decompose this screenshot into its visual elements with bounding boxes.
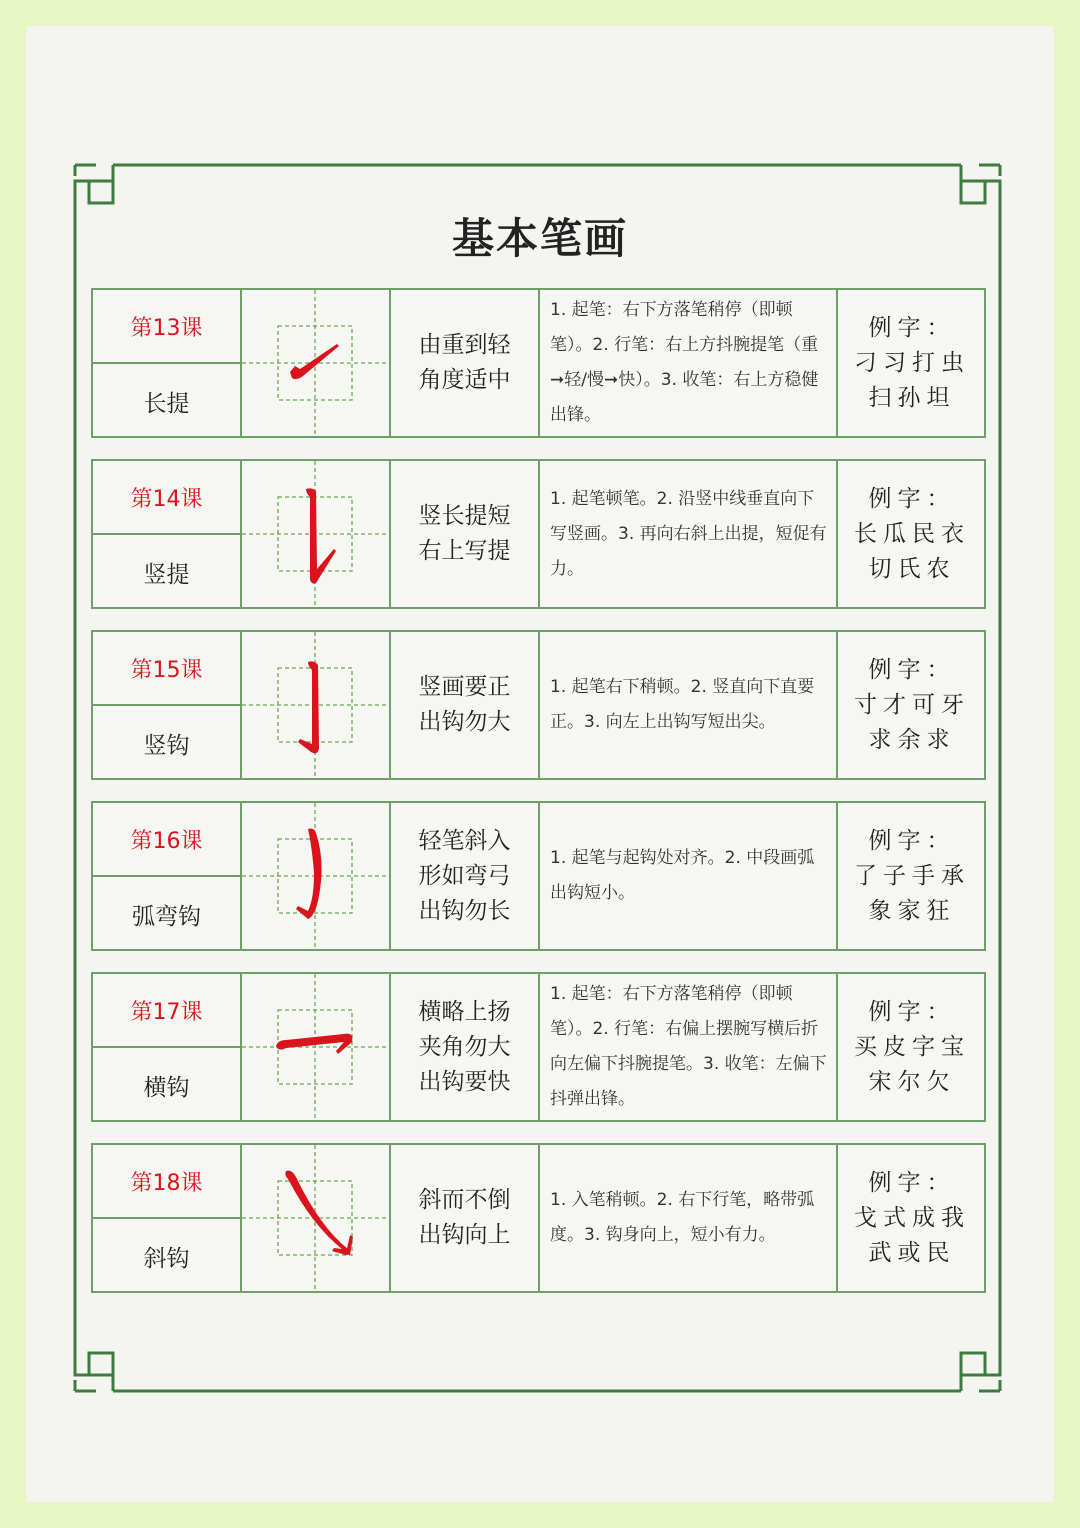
tip-cell (391, 1145, 540, 1291)
tip-line: 竖画要正 (418, 674, 511, 700)
examples-cell (838, 1145, 986, 1291)
vertical-hook-stroke-icon (242, 632, 389, 778)
lesson-number: 第15课 (93, 632, 240, 706)
example-chars: 武或民 (868, 1239, 956, 1266)
stroke-description: 1. 起笔顿笔。2. 沿竖中线垂直向下写竖画。3. 再向右斜上出提，短促有力。 (550, 488, 827, 579)
example-label: 例字： (868, 314, 956, 341)
lesson-number: 第17课 (93, 974, 240, 1048)
stroke-diagram-cell (242, 461, 391, 607)
example-label: 例字： (868, 998, 956, 1025)
stroke-diagram-cell (242, 290, 391, 436)
tip-cell (391, 632, 540, 778)
tip-line: 竖长提短 (418, 503, 511, 529)
stroke-name: 斜钩 (143, 1245, 190, 1272)
stroke-name: 竖钩 (143, 732, 190, 759)
example-chars: 刁习打虫 (854, 349, 970, 376)
curved-hook-stroke-icon (242, 803, 389, 949)
stroke-description: 1. 起笔与起钩处对齐。2. 中段画弧出钩短小。 (550, 848, 815, 903)
tip-cell (391, 974, 540, 1120)
stroke-diagram-cell (242, 1145, 391, 1291)
lesson-card (91, 801, 986, 951)
stroke-name: 横钩 (143, 1074, 190, 1101)
tip-line: 右上写提 (418, 538, 511, 564)
tip-line: 出钩勿大 (418, 709, 511, 735)
example-chars: 长瓜民衣 (854, 520, 970, 547)
tip-line: 横略上扬 (418, 998, 511, 1025)
tip-cell (391, 461, 540, 607)
lesson-header-cell (93, 1145, 242, 1291)
lesson-card (91, 1143, 986, 1293)
description-cell (540, 974, 838, 1120)
example-label: 例字： (868, 827, 956, 854)
description-cell (540, 461, 838, 607)
example-label: 例字： (868, 485, 956, 512)
lesson-number: 第13课 (93, 290, 240, 364)
examples-cell (838, 632, 986, 778)
lesson-card (91, 972, 986, 1122)
lesson-number: 第16课 (93, 803, 240, 877)
examples-cell (838, 974, 986, 1120)
example-chars: 求余求 (868, 726, 956, 753)
example-label: 例字： (868, 656, 956, 683)
tip-cell (391, 290, 540, 436)
stroke-description: 1. 起笔：右下方落笔稍停（即顿笔）。2. 行笔：右上方抖腕提笔（重➞轻/慢➞快）。3. 收笔：右上方稳健出锋。 (550, 300, 819, 425)
stroke-name: 竖提 (143, 561, 190, 588)
lesson-header-cell (93, 632, 242, 778)
lesson-card (91, 288, 986, 438)
example-chars: 宋尔欠 (868, 1068, 956, 1095)
slant-hook-stroke-icon (242, 1145, 389, 1291)
examples-cell (838, 290, 986, 436)
example-label: 例字： (868, 1169, 956, 1196)
tip-line: 由重到轻 (418, 332, 511, 358)
stroke-diagram-cell (242, 974, 391, 1120)
stroke-name: 弧弯钩 (132, 903, 201, 930)
tip-line: 出钩勿长 (418, 897, 511, 924)
description-cell (540, 290, 838, 436)
stroke-name: 长提 (143, 390, 190, 417)
lesson-number: 第14课 (93, 461, 240, 535)
tip-line: 斜而不倒 (418, 1187, 511, 1213)
examples-cell (838, 803, 986, 949)
stroke-diagram-cell (242, 803, 391, 949)
stroke-description: 1. 起笔右下稍顿。2. 竖直向下直要正。3. 向左上出钩写短出尖。 (550, 677, 815, 732)
lesson-header-cell (93, 290, 242, 436)
stroke-description: 1. 起笔：右下方落笔稍停（即顿笔）。2. 行笔：右偏上摆腕写横后折向左偏下抖腕提笔。3. 收笔：左偏下抖弹出锋。 (550, 984, 827, 1109)
description-cell (540, 1145, 838, 1291)
examples-cell (838, 461, 986, 607)
description-cell (540, 632, 838, 778)
horizontal-hook-stroke-icon (242, 974, 389, 1120)
example-chars: 寸才可牙 (854, 691, 970, 718)
example-chars: 切氏农 (868, 555, 956, 582)
lesson-card (91, 630, 986, 780)
example-chars: 扫孙坦 (868, 384, 956, 411)
stroke-diagram-cell (242, 632, 391, 778)
example-chars: 了子手承 (854, 862, 970, 889)
long-rising-stroke-icon (242, 290, 389, 436)
tip-line: 出钩向上 (418, 1222, 511, 1248)
page-title: 基本笔画 (451, 214, 628, 263)
lesson-header-cell (93, 803, 242, 949)
lesson-header-cell (93, 974, 242, 1120)
example-chars: 买皮字宝 (854, 1033, 970, 1060)
lesson-header-cell (93, 461, 242, 607)
lesson-number: 第18课 (93, 1145, 240, 1219)
tip-line: 出钩要快 (418, 1068, 511, 1095)
vertical-rising-stroke-icon (242, 461, 389, 607)
tip-line: 角度适中 (418, 367, 511, 393)
tip-line: 轻笔斜入 (418, 827, 511, 854)
tip-line: 形如弯弓 (418, 862, 511, 889)
example-chars: 戈式成我 (854, 1204, 970, 1231)
example-chars: 象家狂 (868, 897, 956, 924)
tip-cell (391, 803, 540, 949)
stroke-description: 1. 入笔稍顿。2. 右下行笔，略带弧度。3. 钩身向上，短小有力。 (550, 1190, 815, 1245)
description-cell (540, 803, 838, 949)
lesson-card (91, 459, 986, 609)
tip-line: 夹角勿大 (418, 1033, 511, 1060)
